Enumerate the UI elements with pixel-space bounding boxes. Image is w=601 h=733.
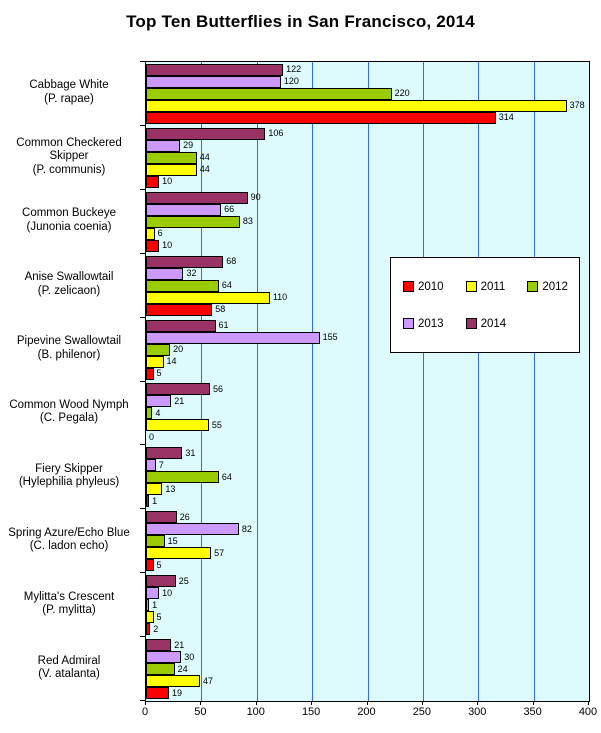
y-tick [140,253,145,254]
bar-line [146,152,589,164]
legend-label: 2011 [480,280,506,293]
category-label [0,253,138,317]
bar-value-label: 82 [241,523,252,534]
x-tick [311,701,312,705]
bar-2013 [146,459,156,471]
category-label-line: (P. rapae) [44,92,94,105]
bar-2014 [146,256,223,268]
bar-line [146,471,589,483]
bar-2012 [146,535,165,547]
bar-line [146,64,589,76]
x-tick-label: 50 [194,706,207,718]
bar-line [146,204,589,216]
bar-value-label: 44 [199,152,210,163]
bar-value-label: 13 [165,483,176,494]
bar-2014 [146,575,176,587]
bar-value-label: 58 [215,304,226,315]
bar-2012 [146,344,170,356]
bar-2012 [146,88,392,100]
bar-value-label: 30 [184,651,195,662]
category-bar-group [146,190,589,254]
category-axis [0,61,140,700]
bar-2010 [146,623,150,635]
bar-line [146,575,589,587]
legend-item-2014 [466,318,507,330]
bar-line [146,459,589,471]
bar-line [146,535,589,547]
category-label-line: Red Admiral [37,654,101,667]
bar-line [146,651,589,663]
bar-line [146,611,589,623]
bar-line [146,495,589,507]
x-tick-label: 350 [523,706,542,718]
bar-value-label: 26 [179,511,190,522]
category-label-line: Cabbage White [29,79,109,92]
bar-2013 [146,587,159,599]
bar-2010 [146,240,159,252]
bar-2013 [146,332,320,344]
x-tick-label: 100 [246,706,265,718]
bar-value-label: 5 [156,559,162,570]
y-tick [140,61,145,62]
bar-value-label: 314 [498,112,514,123]
bar-2012 [146,599,149,611]
bar-value-label: 110 [272,292,288,303]
bar-value-label: 29 [183,140,194,151]
bar-line [146,368,589,380]
bar-2013 [146,204,221,216]
category-bar-group [146,382,589,446]
category-bar-group [146,126,589,190]
category-label [0,317,138,381]
bar-value-label: 64 [221,280,232,291]
bar-value-label: 61 [218,320,229,331]
bar-2013 [146,76,281,88]
bar-line [146,447,589,459]
bar-line [146,523,589,535]
bar-value-label: 20 [173,344,184,355]
bar-line [146,675,589,687]
legend-swatch-icon [403,318,414,329]
bar-2014 [146,128,265,140]
category-label-line: Fiery Skipper [35,462,103,475]
category-label-line: (B. philenor) [37,348,101,361]
bar-value-label: 5 [156,611,162,622]
legend-row [403,281,579,293]
bar-value-label: 47 [203,675,214,686]
bar-value-label: 378 [569,100,585,111]
x-tick-label: 250 [412,706,432,718]
bar-2012 [146,471,219,483]
bar-value-label: 10 [162,587,173,598]
bar-2013 [146,268,183,280]
bar-2012 [146,152,197,164]
bar-value-label: 64 [221,471,232,482]
category-label [0,572,138,636]
x-tick-label: 150 [301,706,321,718]
x-tick [588,701,589,705]
bar-value-label: 21 [174,395,185,406]
legend-row [403,318,579,330]
category-label-line: Skipper [49,150,89,163]
bar-line [146,407,589,419]
bar-value-label: 32 [186,268,197,279]
chart-title: Top Ten Butterflies in San Francisco, 2014 [126,12,475,31]
legend-item-2012 [527,281,568,293]
bar-2010 [146,112,496,124]
category-label-line: (P. communis) [32,163,106,176]
bar-2010 [146,495,149,507]
bar-line [146,192,589,204]
x-tick [477,701,478,705]
bar-line [146,623,589,635]
category-bar-group [146,573,589,637]
category-label-line: Spring Azure/Echo Blue [8,526,130,539]
bar-line [146,559,589,571]
bar-value-label: 44 [199,164,210,175]
bar-value-label: 220 [394,88,410,99]
category-label-line: Common Checkered [16,136,122,149]
bar-line [146,140,589,152]
bar-2010 [146,176,159,188]
legend-swatch-icon [466,318,477,329]
bar-line [146,76,589,88]
x-tick-label: 200 [357,706,376,718]
category-label-line: Common Buckeye [22,207,116,220]
bar-line [146,599,589,611]
category-label-line: Pipevine Swallowtail [16,335,122,348]
bar-line [146,663,589,675]
bar-2014 [146,64,283,76]
bar-line [146,176,589,188]
bar-value-label: 155 [322,332,338,343]
legend-label: 2013 [418,317,444,330]
bar-2013 [146,523,239,535]
y-tick [140,508,145,509]
category-bar-group [146,62,589,126]
category-label-line: Mylitta's Crescent [23,590,115,603]
bar-2014 [146,639,171,651]
bar-2014 [146,320,216,332]
bar-value-label: 24 [177,663,188,674]
bar-2011 [146,292,270,304]
x-tick [256,701,257,705]
bar-line [146,240,589,252]
bar-line [146,639,589,651]
bar-value-label: 0 [149,431,155,442]
bar-2013 [146,395,171,407]
bar-line [146,431,589,443]
legend-item-2013 [403,318,444,330]
bar-value-label: 57 [214,547,225,558]
category-label-line: (V. atalanta) [38,668,100,681]
bar-2012 [146,407,152,419]
bar-line [146,128,589,140]
bar-2010 [146,368,154,380]
bar-value-label: 68 [226,256,237,267]
bar-value-label: 122 [286,64,302,75]
category-bar-group [146,445,589,509]
bar-line [146,511,589,523]
y-tick [140,317,145,318]
bar-2011 [146,356,164,368]
bar-2011 [146,611,154,623]
bar-value-label: 55 [211,419,222,430]
bar-value-label: 7 [158,459,164,470]
bar-2011 [146,419,209,431]
bar-value-label: 106 [268,128,284,139]
bar-2012 [146,280,219,292]
category-label [0,508,138,572]
bar-line [146,547,589,559]
legend-swatch-icon [466,281,477,292]
bar-value-label: 5 [156,368,162,379]
bar-2010 [146,304,212,316]
x-tick [200,701,201,705]
bar-value-label: 83 [242,216,253,227]
category-label-line: (P. mylitta) [42,604,96,617]
legend-swatch-icon [403,281,414,292]
category-bar-group [146,637,589,701]
legend [390,257,580,353]
bar-line [146,100,589,112]
category-label [0,61,138,125]
y-tick [140,381,145,382]
bar-2011 [146,547,211,559]
legend-swatch-icon [527,281,538,292]
y-tick [140,572,145,573]
y-tick [140,636,145,637]
bar-2013 [146,140,180,152]
bar-value-label: 25 [178,575,189,586]
category-label-line: Common Wood Nymph [9,398,129,411]
bar-2011 [146,164,197,176]
category-label [0,381,138,445]
bar-value-label: 21 [174,639,185,650]
bar-value-label: 10 [162,240,173,251]
category-label-line: (C. ladon echo) [29,540,109,553]
bar-line [146,687,589,699]
category-label [0,189,138,253]
bar-2011 [146,483,162,495]
y-tick [140,189,145,190]
bar-2010 [146,559,154,571]
y-tick [140,700,145,701]
bar-line [146,419,589,431]
legend-item-2010 [403,281,444,293]
bar-2014 [146,447,182,459]
bar-value-label: 56 [213,383,224,394]
bar-value-label: 90 [250,192,261,203]
bar-2012 [146,663,175,675]
legend-item-2011 [466,281,506,293]
legend-label: 2014 [480,317,507,330]
y-tick [140,125,145,126]
bar-2012 [146,216,240,228]
bar-line [146,383,589,395]
legend-label: 2010 [418,280,444,293]
y-tick [140,444,145,445]
bar-line [146,228,589,240]
x-tick-label: 400 [578,706,598,718]
bar-line [146,216,589,228]
bar-value-label: 2 [153,623,159,634]
bar-line [146,587,589,599]
category-label-line: Anise Swallowtail [24,271,114,284]
bar-value-label: 1 [152,495,158,506]
bar-line [146,112,589,124]
bar-value-label: 6 [157,228,163,239]
bar-2014 [146,383,210,395]
bar-value-label: 10 [162,176,173,187]
category-label-line: (P. zelicaon) [37,284,101,297]
category-label-line: (Hylephilia phyleus) [18,476,120,489]
bar-line [146,164,589,176]
bar-2014 [146,192,248,204]
x-tick [145,701,146,705]
category-label [0,636,138,700]
bar-line [146,483,589,495]
bar-value-label: 1 [152,599,158,610]
bar-value-label: 66 [224,204,235,215]
bar-2011 [146,228,155,240]
bar-value-label: 14 [166,356,177,367]
bar-line [146,395,589,407]
category-label-line: (C. Pegala) [39,412,99,425]
bar-value-label: 4 [155,407,161,418]
bar-value-label: 19 [172,687,183,698]
category-label-line: (Junonia coenia) [26,220,112,233]
plot-area [145,61,590,702]
x-tick-label: 0 [141,706,149,718]
x-tick [422,701,423,705]
bar-value-label: 120 [283,76,299,87]
legend-label: 2012 [542,280,568,293]
bar-2011 [146,100,567,112]
bar-value-label: 31 [185,447,196,458]
category-bar-group [146,509,589,573]
bar-2013 [146,651,181,663]
x-tick [533,701,534,705]
category-label [0,125,138,189]
x-tick-label: 300 [468,706,487,718]
category-label [0,444,138,508]
bar-line [146,88,589,100]
bar-2010 [146,687,169,699]
bar-line [146,356,589,368]
x-tick [367,701,368,705]
bar-value-label: 15 [167,535,178,546]
bar-2014 [146,511,177,523]
bar-2011 [146,675,200,687]
